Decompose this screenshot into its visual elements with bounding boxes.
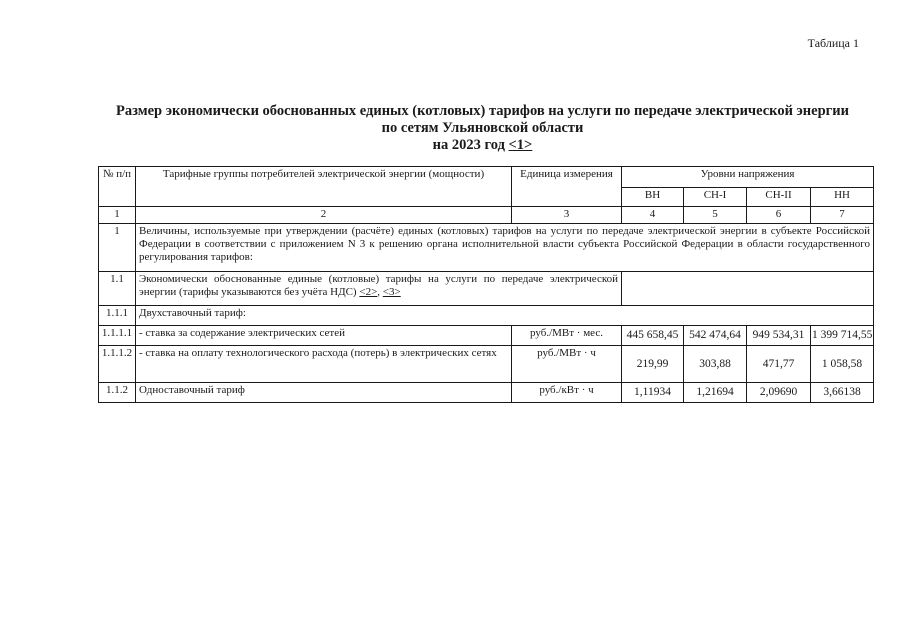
row-description: Величины, используемые при утверждении (расчёте) единых (котловых) тарифов на услуги по передаче электрической энергии в субъекте Российской Федерации в соответствии с приложением N 3 к решению органа исполнительной власти субъекта Российской Федерации в области государственного регулирования тарифов: — [136, 224, 874, 272]
row-unit: руб./кВт · ч — [512, 383, 622, 403]
tariff-value: 1 058,58 — [811, 346, 874, 383]
tariff-value: 471,77 — [747, 346, 811, 383]
title-line-2: по сетям Ульяновской области — [381, 120, 584, 136]
row-number: 1.1.1 — [99, 306, 136, 326]
footnote-separator: , — [377, 286, 383, 298]
tariff-value: 445 658,45 — [622, 326, 684, 346]
level-name: СН-I — [684, 188, 747, 207]
row-number: 1.1.1.2 — [99, 346, 136, 383]
header-num: № п/п — [99, 167, 136, 207]
tariff-value: 1 399 714,55 — [811, 326, 874, 346]
footnote-link-3[interactable]: <3> — [382, 286, 401, 298]
column-number: 7 — [811, 207, 874, 224]
header-unit: Единица измерения — [512, 167, 622, 207]
column-number: 1 — [99, 207, 136, 224]
table-row — [99, 346, 874, 383]
header-groups: Тарифные группы потребителей электрической энергии (мощности) — [136, 167, 512, 207]
document-title — [0, 103, 905, 154]
row-description: Двухставочный тариф: — [136, 306, 874, 326]
table-row — [99, 383, 874, 403]
tariff-value: 2,09690 — [747, 383, 811, 403]
tariff-value: 949 534,31 — [747, 326, 811, 346]
tariff-value: 1,21694 — [684, 383, 747, 403]
title-footnote-link[interactable]: <1> — [508, 137, 533, 153]
header-levels: Уровни напряжения — [622, 167, 874, 188]
row-number: 1 — [99, 224, 136, 272]
row-number: 1.1.1.1 — [99, 326, 136, 346]
tariff-value: 542 474,64 — [684, 326, 747, 346]
row-description — [136, 272, 622, 306]
title-line-3 — [0, 137, 905, 154]
table-row — [99, 224, 874, 272]
tariff-value: 303,88 — [684, 346, 747, 383]
level-name: ВН — [622, 188, 684, 207]
table-row — [99, 326, 874, 346]
title-line-1: Размер экономически обоснованных единых (котловых) тарифов на услуги по передаче электрической энергии — [116, 103, 849, 119]
row-text: Экономически обоснованные единые (котловые) тарифы на услуги по передаче электрической энергии (тарифы указываются без учёта НДС) — [139, 273, 618, 298]
column-number: 5 — [684, 207, 747, 224]
footnote-link-2[interactable]: <2> — [359, 286, 378, 298]
tariff-value: 219,99 — [622, 346, 684, 383]
tariff-table — [98, 166, 874, 403]
header-row — [99, 167, 874, 188]
column-numbers-row — [99, 207, 874, 224]
column-number: 3 — [512, 207, 622, 224]
row-description: - ставка за содержание электрических сетей — [136, 326, 512, 346]
title-year: на 2023 год — [432, 137, 509, 153]
row-unit: руб./МВт · ч — [512, 346, 622, 383]
row-description: Одноставочный тариф — [136, 383, 512, 403]
tariff-value: 1,11934 — [622, 383, 684, 403]
column-number: 6 — [747, 207, 811, 224]
tariff-value: 3,66138 — [811, 383, 874, 403]
row-description: - ставка на оплату технологического расхода (потерь) в электрических сетях — [136, 346, 512, 383]
table-row — [99, 306, 874, 326]
empty-cell — [622, 272, 874, 306]
table-row — [99, 272, 874, 306]
row-unit: руб./МВт · мес. — [512, 326, 622, 346]
level-name: СН-II — [747, 188, 811, 207]
level-name: НН — [811, 188, 874, 207]
column-number: 2 — [136, 207, 512, 224]
table-number-label: Таблица 1 — [807, 36, 859, 50]
row-number: 1.1.2 — [99, 383, 136, 403]
row-number: 1.1 — [99, 272, 136, 306]
column-number: 4 — [622, 207, 684, 224]
